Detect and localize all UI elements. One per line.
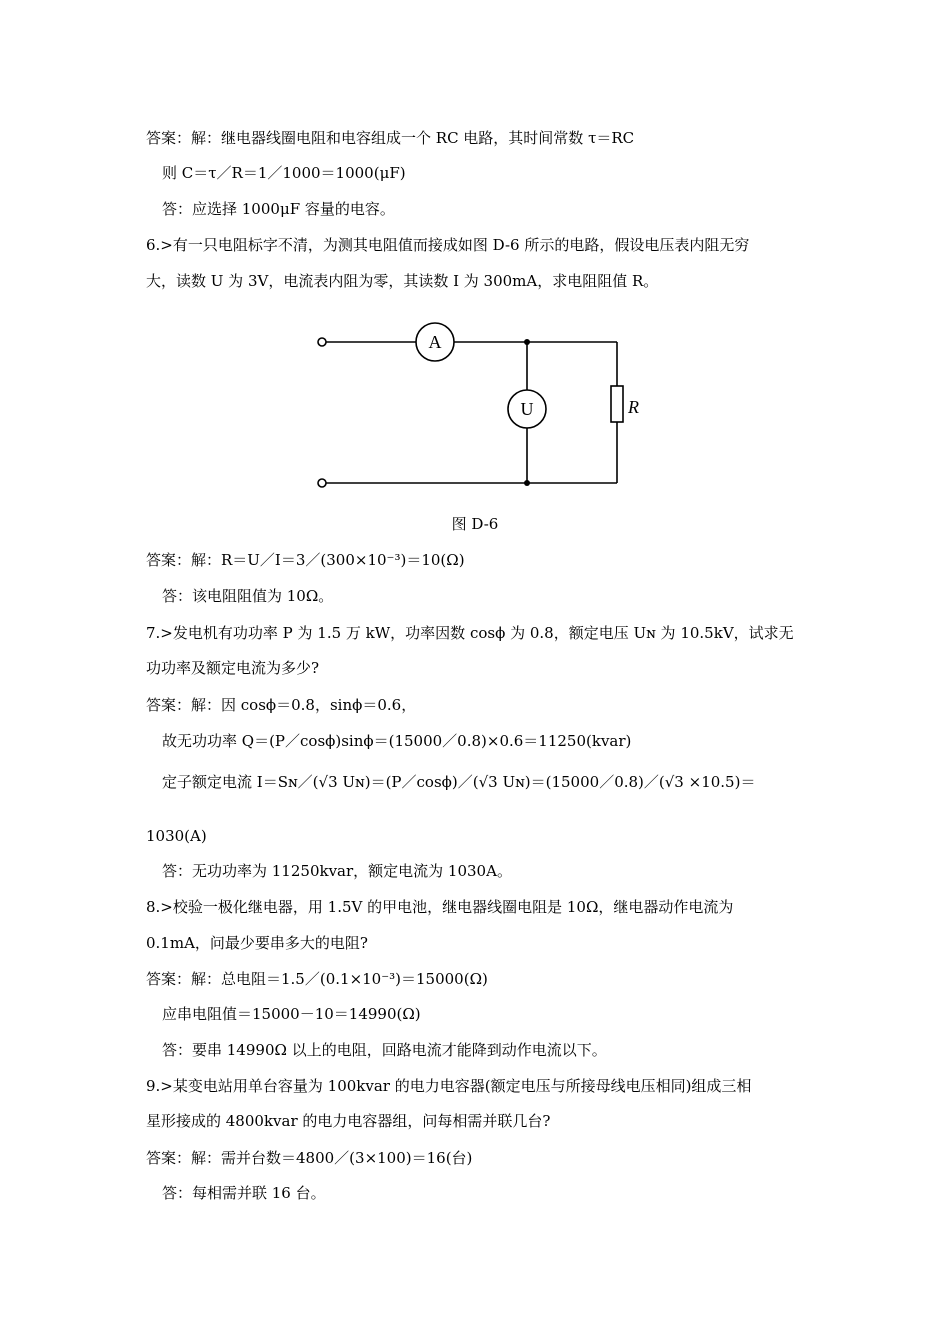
question-8: 8.>校验一极化继电器，用 1.5V 的甲电池，继电器线圈电阻是 10Ω，继电器动作电流为	[146, 898, 734, 916]
text-line: 大，读数 U 为 3V，电流表内阻为零，其读数 I 为 300mA，求电阻阻值 R。	[146, 272, 659, 290]
text-line: 答：无功功率为 11250kvar，额定电流为 1030A。	[162, 862, 512, 880]
text-line: 1030(A)	[146, 827, 207, 845]
text-line: 答案：解：总电阻＝1.5／(0.1×10⁻³)＝15000(Ω)	[146, 970, 488, 988]
text-line: 则 C＝τ／R＝1／1000＝1000(μF)	[162, 164, 406, 182]
circuit-diagram	[310, 320, 640, 500]
question-9: 9.>某变电站用单台容量为 100kvar 的电力电容器(额定电压与所接母线电压相同)组成三相	[146, 1077, 752, 1095]
text-line: 故无功功率 Q＝(P／cosϕ)sinϕ＝(15000／0.8)×0.6＝11250(kvar)	[162, 732, 632, 750]
text-line: 功功率及额定电流为多少?	[146, 659, 320, 677]
top-terminal	[318, 338, 326, 346]
resistor-label: R	[628, 397, 639, 417]
text-line: 答案：解：因 cosϕ＝0.8，sinϕ＝0.6，	[146, 696, 417, 714]
text-line: 定子额定电流 I＝Sɴ／(√3 Uɴ)＝(P／cosϕ)／(√3 Uɴ)＝(15000／0.8)／(√3 ×10.5)＝	[162, 773, 756, 791]
text-line: 答：应选择 1000μF 容量的电容。	[162, 200, 395, 218]
text-line: 答案：解：需并台数＝4800／(3×100)＝16(台)	[146, 1149, 473, 1167]
ammeter-label: A	[428, 332, 442, 352]
text-line: 应串电阻值＝15000－10＝14990(Ω)	[162, 1005, 421, 1023]
voltmeter-label: U	[520, 399, 534, 419]
question-6: 6.>有一只电阻标字不清，为测其电阻值而接成如图 D-6 所示的电路，假设电压表内阻无穷	[146, 236, 750, 254]
text-line: 答：该电阻阻值为 10Ω。	[162, 587, 334, 605]
text-line: 0.1mA，问最少要串多大的电阻?	[146, 934, 368, 952]
text-line: 星形接成的 4800kvar 的电力电容器组，问每相需并联几台?	[146, 1112, 551, 1130]
resistor-icon	[611, 386, 623, 422]
question-7: 7.>发电机有功功率 P 为 1.5 万 kW，功率因数 cosϕ 为 0.8，额定电压 Uɴ 为 10.5kV，试求无	[146, 624, 794, 642]
bottom-terminal	[318, 479, 326, 487]
text-line: 答：每相需并联 16 台。	[162, 1184, 326, 1202]
figure-caption: 图 D-6	[451, 515, 499, 533]
text-line: 答案：解：R＝U／I＝3／(300×10⁻³)＝10(Ω)	[146, 551, 465, 569]
text-line: 答案：解：继电器线圈电阻和电容组成一个 RC 电路，其时间常数 τ＝RC	[146, 129, 635, 147]
text-line: 答：要串 14990Ω 以上的电阻，回路电流才能降到动作电流以下。	[162, 1041, 607, 1059]
